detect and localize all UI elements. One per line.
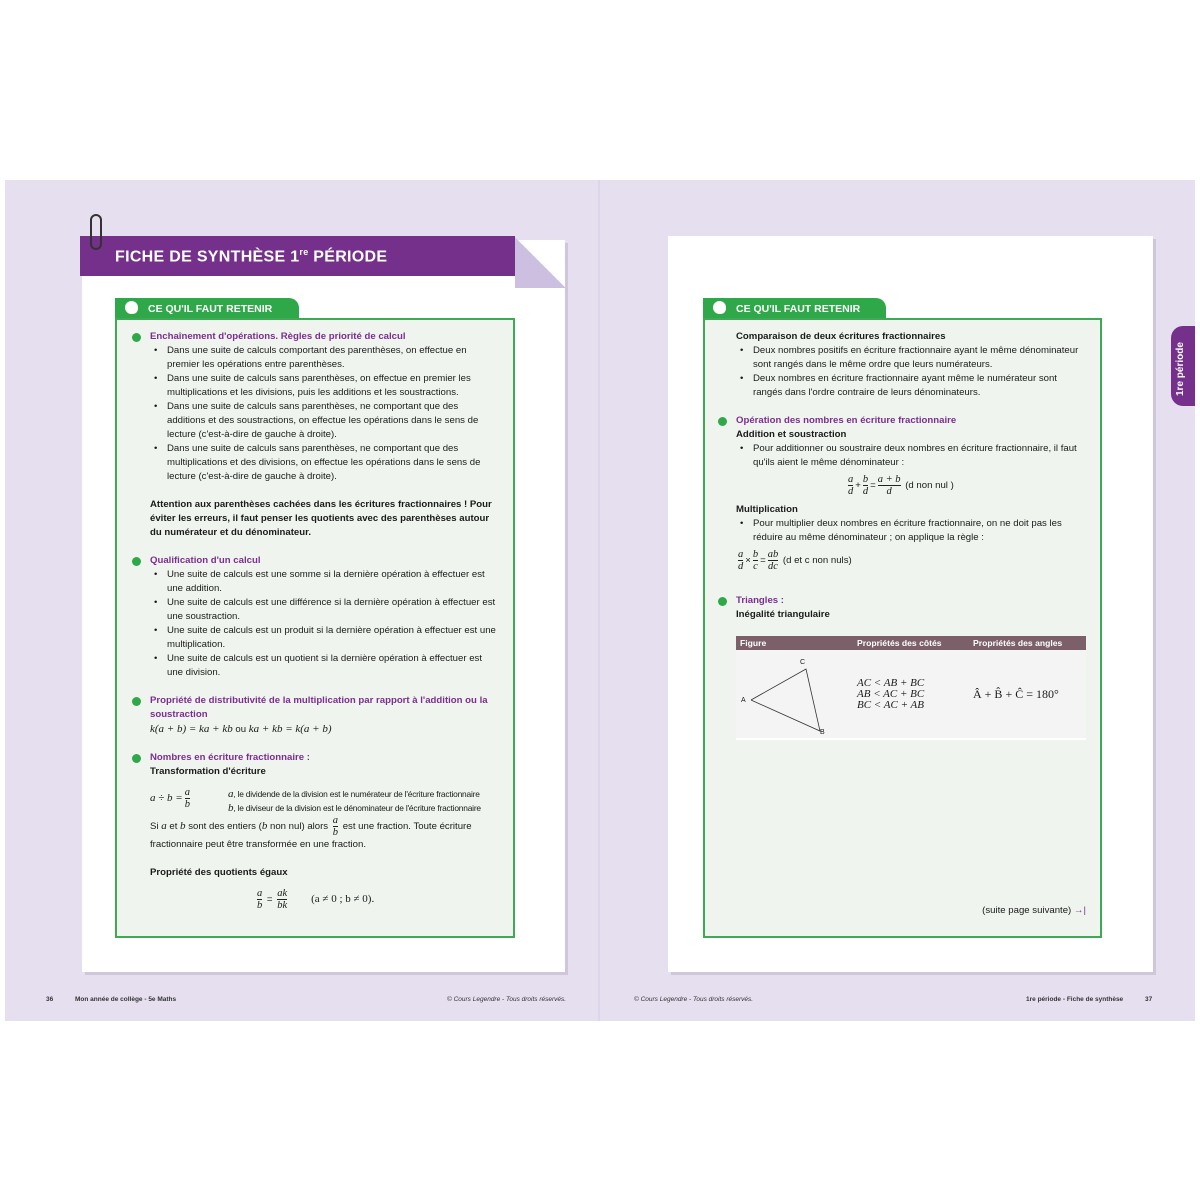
list-item: • Dans une suite de calculs sans parenthèses, on effectue en premier les multiplications et les divisions, puis les additions et les soustractions. (167, 372, 499, 400)
period-side-tab[interactable]: 1re période (1171, 326, 1195, 406)
list-item: • Deux nombres positifs en écriture fractionnaire ayant le même dénominateur sont rangés dans le même ordre que leurs numérateurs. (753, 344, 1086, 372)
column-header: Propriétés des angles (973, 638, 1063, 648)
head-icon (125, 301, 138, 314)
copyright: © Cours Legendre - Tous droits réservés. (447, 996, 567, 1003)
list-item: • Deux nombres en écriture fractionnaire ayant même le numérateur sont rangés dans l'ordre contraire de leurs dénominateurs. (753, 372, 1086, 400)
multiplication-formula: $\frac{a}{d}$ × $\frac{b}{c}$ = $\frac{ab}{dc}$ (d et c non nuls) (738, 549, 852, 572)
retain-tab: CE QU'IL FAUT RETENIR (115, 298, 299, 319)
addition-formula: $\frac{a}{d}$ + $\frac{b}{d}$ = $\frac{a + b}{d}$ (d non nul ) (848, 474, 954, 497)
triangle-figure: A B C (741, 659, 825, 736)
section-heading: Nombres en écriture fractionnaire : (150, 751, 499, 765)
subheading: Inégalité triangulaire (736, 609, 830, 620)
list-item: • Pour multiplier deux nombres en écriture fractionnaire, on ne doit pas les réduire au même dénominateur ; on applique la règle : (753, 517, 1086, 545)
section-heading: Qualification d'un calcul (150, 554, 499, 568)
equal-quotients-formula: $\frac{a}{b}$ = $\frac{ak}{bk}$ (a ≠ 0 ; b ≠ 0). (257, 888, 375, 911)
list-item: • Une suite de calculs est un quotient si la dernière opération à effectuer est une division. (167, 652, 499, 680)
list-item: • Dans une suite de calculs sans parenthèses, ne comportant que des additions et des soustractions, on effectue les opérations dans le sens de lecture (c'est-à-dire de gauche à droite). (167, 400, 499, 442)
list-item: • Dans une suite de calculs comportant des parenthèses, on effectue en premier les opérations entre parenthèses. (167, 344, 499, 372)
right-retain-box (703, 318, 1102, 938)
page-number: 37 (1145, 996, 1153, 1003)
distributivity-formula: k(a + b) = ka + kb ou ka + kb = k(a + b) (150, 723, 332, 735)
gutter (598, 180, 600, 1021)
book-title: Mon année de collège - 5e Maths (75, 996, 177, 1003)
priority-rules-list (150, 344, 499, 484)
subheading: Multiplication (736, 504, 798, 515)
check-icon (132, 333, 141, 342)
subheading: Addition et soustraction (736, 429, 847, 440)
check-icon (718, 417, 727, 426)
column-header: Figure (740, 638, 767, 648)
page-number: 36 (46, 996, 54, 1003)
triangle-table (736, 636, 1086, 740)
side-properties: AC < AB + BC AB < AC + BC BC < AC + AB (857, 676, 925, 711)
column-header: Propriétés des côtés (857, 638, 942, 648)
paperclip-icon (90, 214, 102, 250)
check-icon (132, 557, 141, 566)
fraction-definition: Si a et b sont des entiers (b non nul) alors $\frac{a}{b}$ est une fraction. Toute écriture fractionnaire peut être transformée en une fraction. (150, 815, 472, 850)
list-item: • Une suite de calculs est une différence si la dernière opération à effectuer est une soustraction. (167, 596, 499, 624)
subheading: Propriété des quotients égaux (150, 867, 288, 878)
next-page-link[interactable]: (suite page suivante) →| (982, 905, 1086, 916)
list-item: • Dans une suite de calculs sans parenthèses, ne comportant que des multiplications et des divisions, on effectue les opérations dans le sens de lecture (c'est-à-dire de gauche à droite). (167, 442, 499, 484)
check-icon (718, 597, 727, 606)
division-formula: a ÷ b = $\frac{a}{b}$ a, le dividende de la division est le numérateur de l'écriture fractionnaire b, le diviseur de la division est le dénominateur de l'écriture fractionnaire (150, 787, 481, 814)
page-title: FICHE DE SYNTHÈSE 1re PÉRIODE (80, 236, 515, 276)
section-heading: Triangles : (736, 594, 1086, 608)
left-retain-box (115, 318, 515, 938)
list-item: • Une suite de calculs est une somme si la dernière opération à effectuer est une addition. (167, 568, 499, 596)
page-fold (515, 236, 565, 288)
list-item: • Une suite de calculs est un produit si la dernière opération à effectuer est une multiplication. (167, 624, 499, 652)
section-heading: Propriété de distributivité de la multiplication par rapport à l'addition ou la soustraction (150, 694, 499, 722)
subheading: Transformation d'écriture (150, 766, 266, 777)
check-icon (132, 697, 141, 706)
subheading: Comparaison de deux écritures fractionnaires (736, 331, 946, 342)
retain-tab: CE QU'IL FAUT RETENIR (703, 298, 886, 319)
check-icon (132, 754, 141, 763)
section-heading: Enchaînement d'opérations. Règles de priorité de calcul (150, 330, 499, 344)
angle-property: Â + B̂ + Ĉ = 180° (973, 687, 1059, 701)
head-icon (713, 301, 726, 314)
arrow-right-icon: →| (1073, 905, 1086, 916)
section-heading: Opération des nombres en écriture fractionnaire (736, 414, 1086, 428)
section-name: 1re période - Fiche de synthèse (1026, 996, 1124, 1003)
warning-note: Attention aux parenthèses cachées dans les écritures fractionnaires ! Pour éviter les erreurs, il faut penser les quotients avec des parenthèses autour du numérateur et du dénominateur. (150, 499, 492, 538)
copyright: © Cours Legendre - Tous droits réservés. (634, 996, 754, 1003)
list-item: • Pour additionner ou soustraire deux nombres en écriture fractionnaire, il faut qu'ils aient le même dénominateur : (753, 442, 1086, 470)
qualification-list (150, 568, 499, 680)
